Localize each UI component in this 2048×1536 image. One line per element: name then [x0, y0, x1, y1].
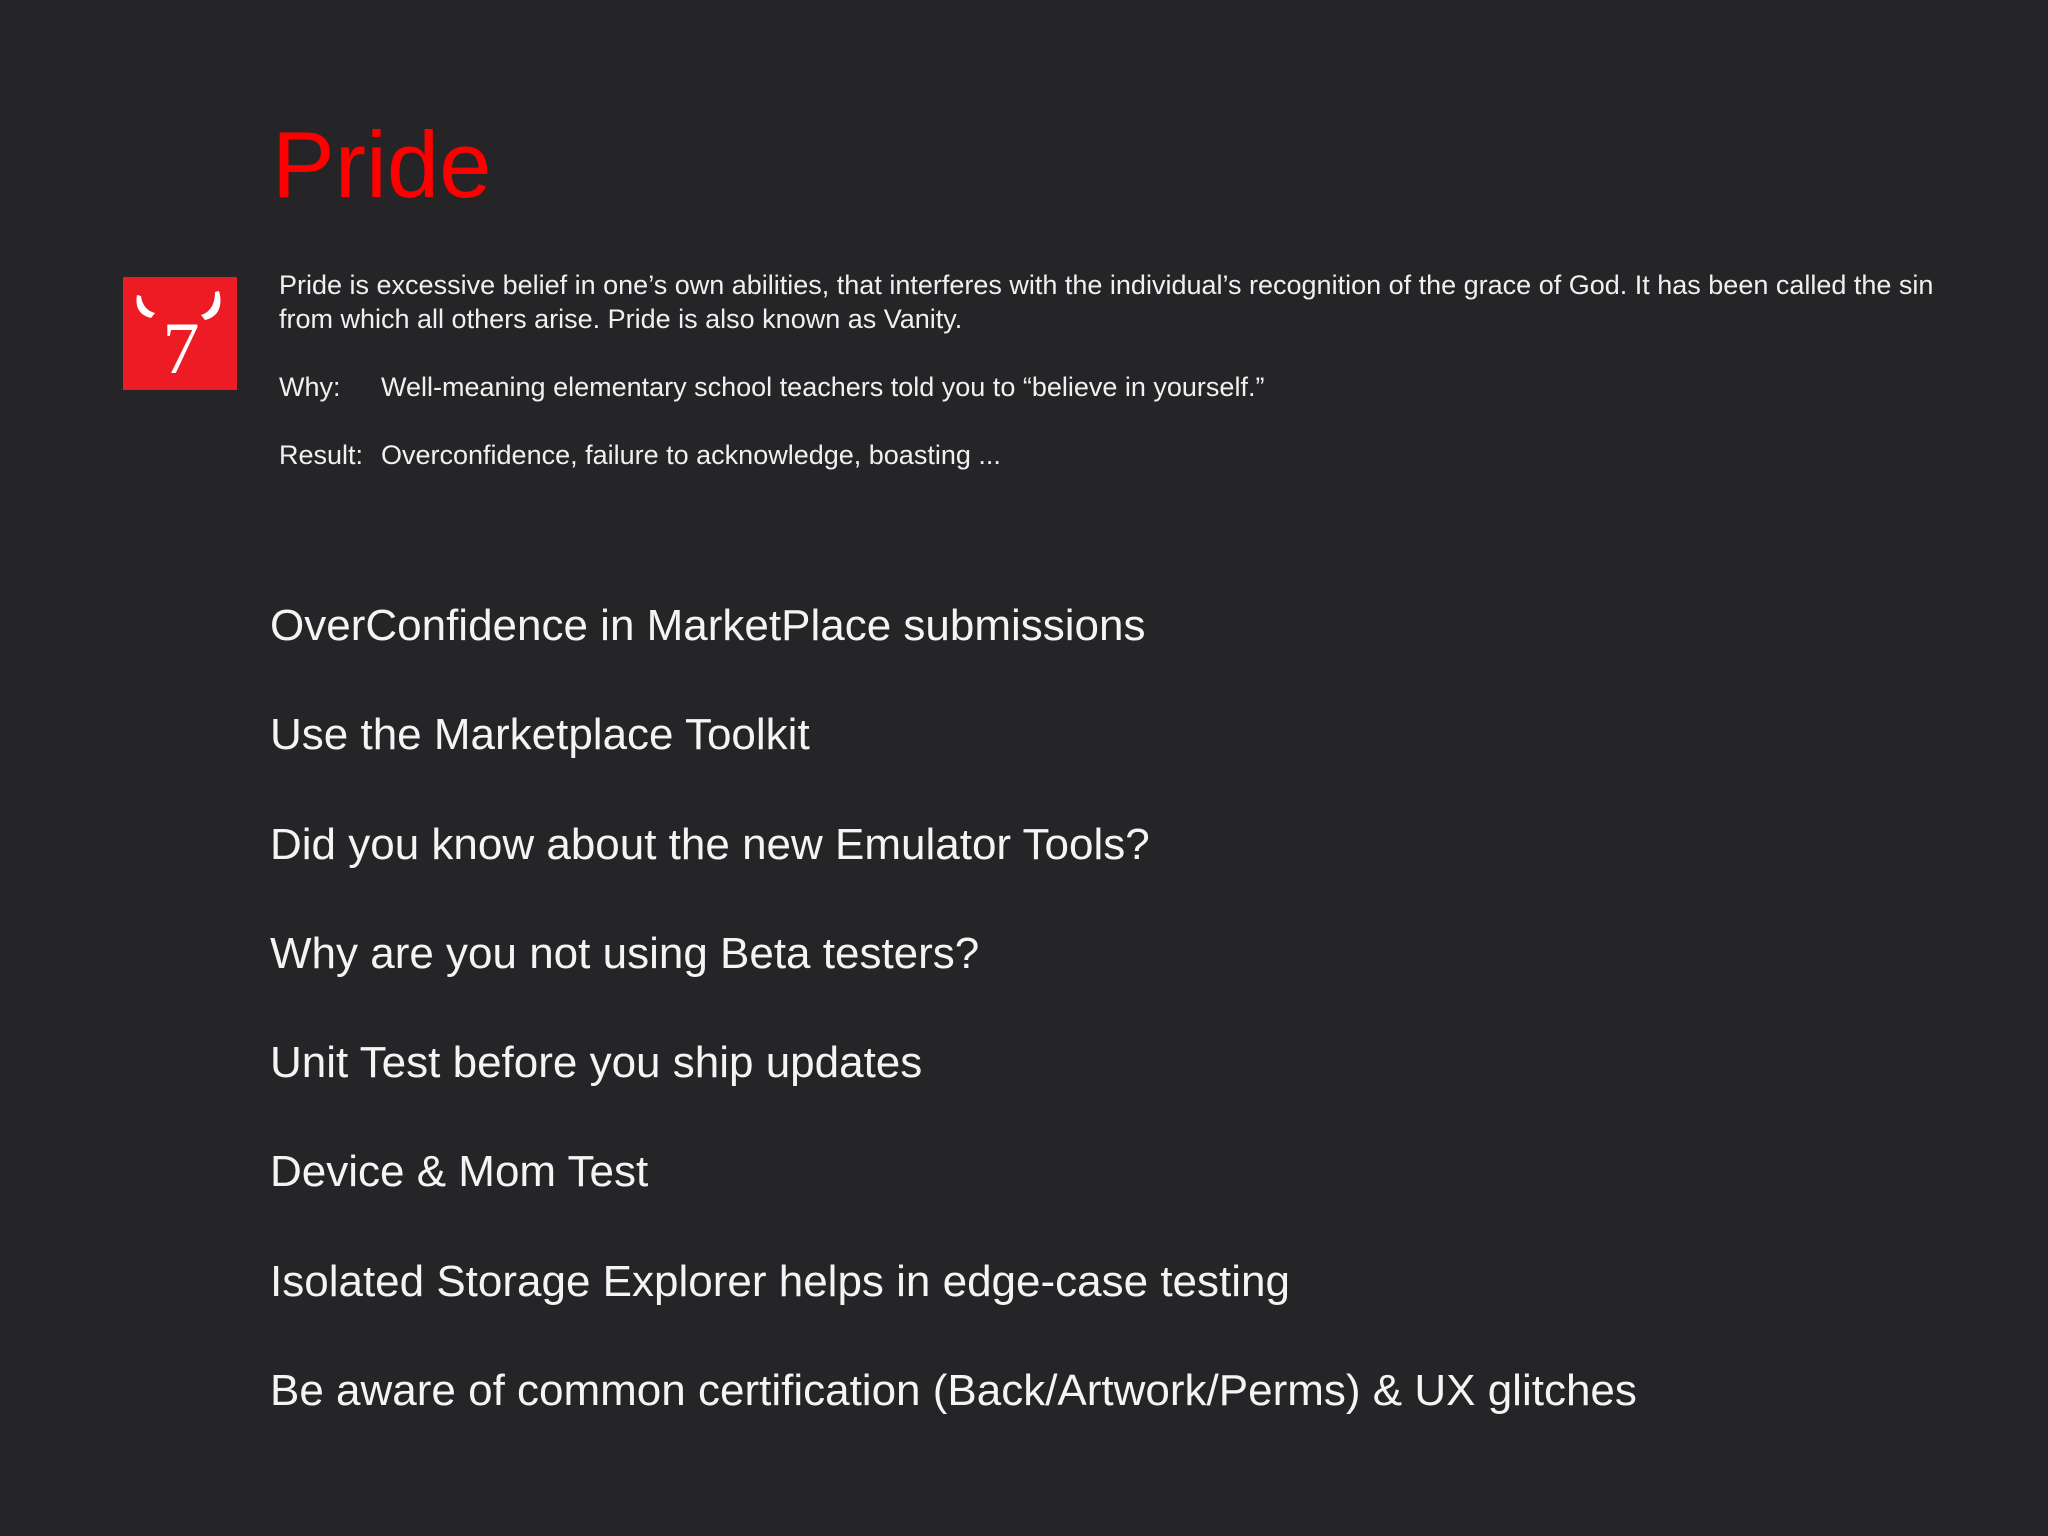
- result-label: Result:: [279, 440, 364, 470]
- list-item: Use the Marketplace Toolkit: [270, 710, 810, 760]
- svg-text:7: 7: [162, 308, 200, 390]
- intro-block: [279, 268, 1939, 470]
- devil-seven-icon: [123, 277, 237, 390]
- list-item: Be aware of common certification (Back/Artwork/Perms) & UX glitches: [270, 1366, 1637, 1416]
- list-item: Did you know about the new Emulator Tools?: [270, 819, 1150, 869]
- list-item: Why are you not using Beta testers?: [270, 928, 980, 978]
- why-text: Well-meaning elementary school teachers told you to “believe in yourself.”: [381, 372, 1265, 402]
- definition-text: Pride is excessive belief in one’s own abilities, that interferes with the individual’s recognition of the grace of God. It has been called the sin from which all others arise. Pride is also known as Vanity.: [279, 270, 1934, 334]
- list-item: Device & Mom Test: [270, 1147, 649, 1197]
- list-item: OverConfidence in MarketPlace submissions: [270, 601, 1146, 650]
- list-item: Unit Test before you ship updates: [270, 1038, 923, 1088]
- why-label: Why:: [279, 372, 341, 402]
- points-list: [270, 600, 1637, 1474]
- slide-title: Pride: [272, 112, 492, 217]
- list-item: Isolated Storage Explorer helps in edge-case testing: [270, 1256, 1290, 1306]
- result-text: Overconfidence, failure to acknowledge, boasting ...: [381, 440, 1001, 470]
